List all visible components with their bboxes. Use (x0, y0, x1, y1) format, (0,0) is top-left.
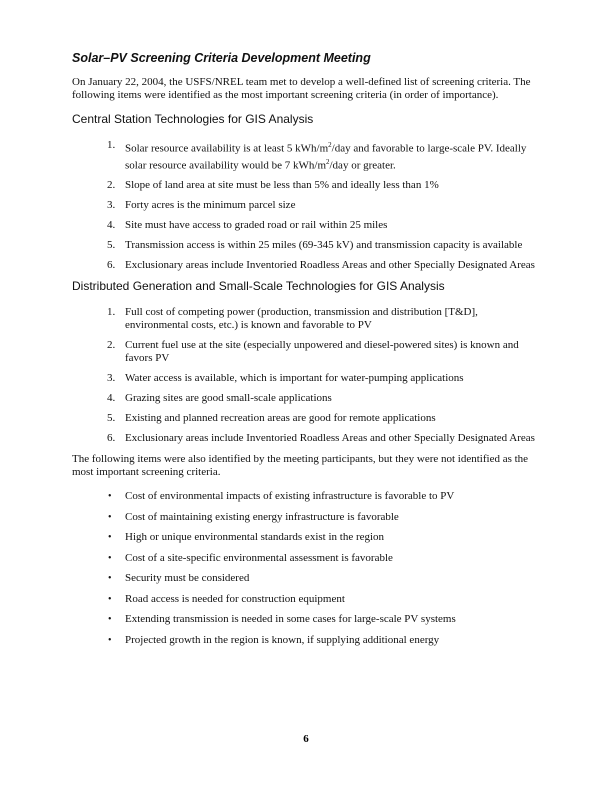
list-item (72, 412, 542, 425)
list-item (72, 392, 542, 405)
list-item (72, 372, 542, 385)
item-text: Exclusionary areas include Inventoried Roadless Areas and other Specially Designated Areas (125, 432, 535, 445)
item-text: Cost of a site-specific environmental assessment is favorable (125, 551, 393, 564)
item-number: 1. (107, 306, 116, 319)
bullet-icon: • (108, 614, 112, 626)
list-item (72, 306, 542, 332)
item-text: Cost of maintaining existing energy infrastructure is favorable (125, 510, 399, 523)
bullet-icon: • (108, 491, 112, 503)
list-item (72, 490, 542, 503)
item-number: 5. (107, 412, 116, 425)
item-number: 4. (107, 219, 116, 232)
list-item (72, 572, 542, 585)
list-item (72, 259, 542, 272)
bullet-icon: • (108, 552, 112, 564)
item-text: Grazing sites are good small-scale applications (125, 392, 332, 405)
list-item (72, 139, 542, 172)
item-text: Road access is needed for construction equipment (125, 592, 345, 605)
distributed-generation-heading: Distributed Generation and Small-Scale Technologies for GIS Analysis (72, 279, 445, 294)
item-text: /day or greater. (329, 159, 396, 172)
item-text: Cost of environmental impacts of existing infrastructure is favorable to PV (125, 490, 455, 503)
item-text: Security must be considered (125, 572, 250, 585)
list-item (72, 552, 542, 565)
bullet-icon: • (108, 511, 112, 523)
central-station-list (72, 139, 542, 272)
bullet-icon: • (108, 573, 112, 585)
page-title: Solar–PV Screening Criteria Development Meeting (72, 51, 371, 65)
list-item (72, 432, 542, 445)
item-text: High or unique environmental standards exist in the region (125, 531, 385, 544)
item-text: Transmission access is within 25 miles (69-345 kV) and transmission capacity is available (125, 239, 523, 252)
list-item (72, 179, 542, 192)
item-text: Site must have access to graded road or rail within 25 miles (125, 219, 388, 232)
item-number: 5. (107, 239, 116, 252)
bullet-icon: • (108, 532, 112, 544)
superscript: 2 (328, 141, 332, 149)
item-text: Projected growth in the region is known, if supplying additional energy (125, 633, 440, 646)
superscript: 2 (326, 157, 330, 166)
page-number: 6 (303, 733, 309, 745)
item-number: 3. (107, 199, 116, 212)
list-item (72, 239, 542, 252)
item-text: Exclusionary areas include Inventoried Roadless Areas and other Specially Designated Areas (125, 259, 535, 272)
item-number: 2. (107, 179, 116, 192)
item-text: /day and favorable to large-scale PV. Ideally solar resource availability would be 7 kWh/m (125, 142, 527, 172)
item-text: Extending transmission is needed in some cases for large-scale PV systems (125, 613, 456, 626)
item-number: 4. (107, 392, 116, 405)
additional-items-paragraph: The following items were also identified by the meeting participants, but they were not identified as the most important screening criteria. (72, 453, 529, 479)
distributed-generation-list (72, 306, 542, 445)
additional-items-list (72, 490, 542, 647)
item-text: Water access is available, which is important for water-pumping applications (125, 372, 464, 385)
list-item (72, 634, 542, 647)
item-number: 6. (107, 432, 116, 445)
item-text: Full cost of competing power (production, transmission and distribution [T&D], environmental costs, etc.) is known and favorable to PV (125, 306, 478, 332)
item-text: Slope of land area at site must be less than 5% and ideally less than 1% (125, 179, 439, 192)
item-text: Forty acres is the minimum parcel size (125, 199, 296, 212)
bullet-icon: • (108, 634, 112, 646)
list-item (72, 199, 542, 212)
intro-paragraph: On January 22, 2004, the USFS/NREL team met to develop a well-defined list of screening criteria. The following items were identified as the most important screening criteria (in order of importance). (72, 76, 531, 101)
item-text: Solar resource availability is at least 5 kWh/m (125, 142, 329, 155)
list-item (72, 593, 542, 606)
bullet-icon: • (108, 593, 112, 605)
list-item (72, 219, 542, 232)
list-item (72, 511, 542, 524)
list-item (72, 339, 542, 365)
central-station-heading: Central Station Technologies for GIS Analysis (72, 112, 314, 126)
item-number: 2. (107, 339, 116, 352)
list-item (72, 531, 542, 544)
list-item (72, 613, 542, 626)
item-number: 1. (107, 139, 116, 151)
item-number: 3. (107, 372, 116, 385)
item-text: Existing and planned recreation areas are good for remote applications (125, 412, 436, 425)
item-text: Current fuel use at the site (especially unpowered and diesel-powered sites) is known and favors PV (125, 339, 519, 365)
item-number: 6. (107, 259, 116, 272)
